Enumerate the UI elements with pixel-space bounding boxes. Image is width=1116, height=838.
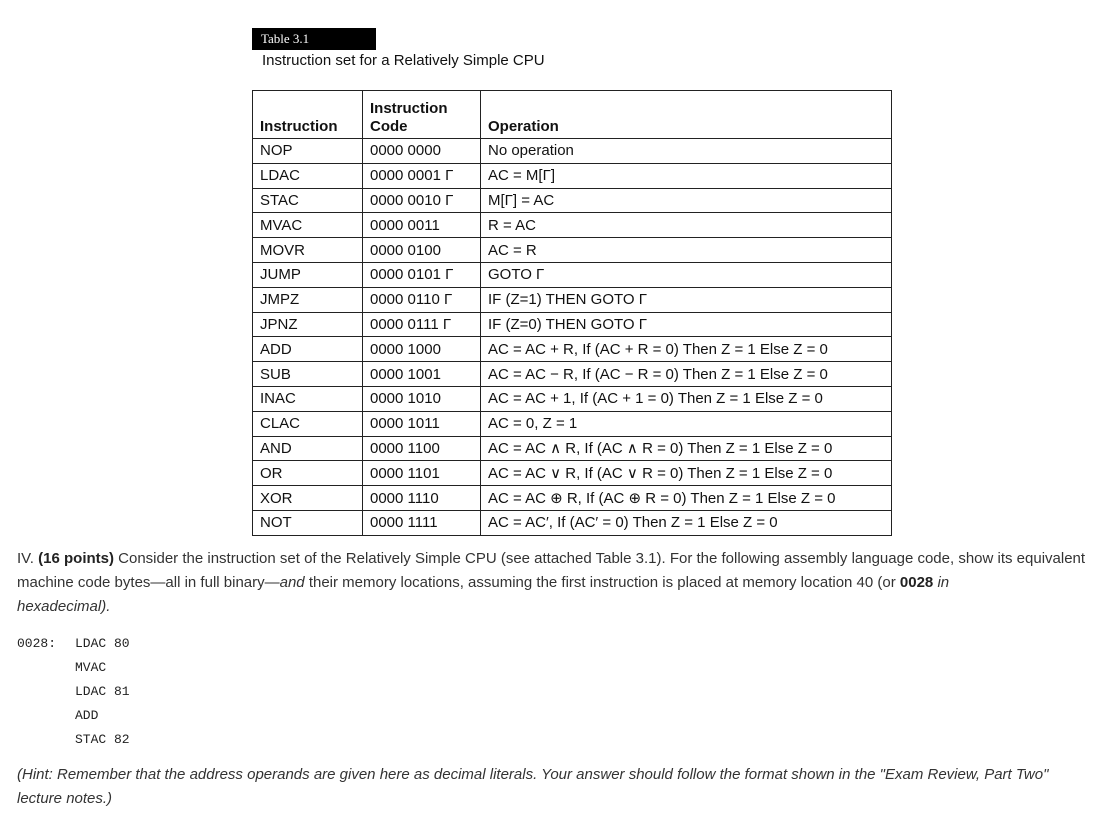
cell-operation: R = AC [481,213,892,238]
code-instruction: LDAC 81 [75,684,130,699]
question-and-word: and [279,574,305,591]
header-operation: Operation [481,91,892,139]
table-row [253,337,892,362]
cell-instruction-code: 0000 0000 [363,139,481,164]
cell-operation: AC = AC ⊕ R, If (AC ⊕ R = 0) Then Z = 1 Else Z = 0 [481,486,892,511]
table-header [253,91,892,139]
cell-operation: AC = AC ∧ R, If (AC ∧ R = 0) Then Z = 1 Else Z = 0 [481,436,892,461]
cell-operation: IF (Z=0) THEN GOTO Γ [481,312,892,337]
table-row [253,139,892,164]
cell-instruction-code: 0000 0010 Γ [363,188,481,213]
code-line [17,680,130,704]
instruction-set-table [252,90,892,536]
table-row [253,188,892,213]
question-text-3: hexadecimal). [17,598,111,615]
cell-operation: AC = R [481,238,892,263]
cell-instruction-code: 0000 1101 [363,461,481,486]
assembly-code-block [17,632,130,752]
cell-instruction-code: 0000 1100 [363,436,481,461]
table-row [253,486,892,511]
cell-instruction: NOT [253,510,363,535]
code-instruction: ADD [75,708,99,723]
code-line [17,632,130,656]
cell-instruction-code: 0000 1000 [363,337,481,362]
cell-operation: AC = 0, Z = 1 [481,411,892,436]
code-instruction: LDAC 80 [75,636,130,651]
code-instruction: MVAC [75,660,107,675]
cell-operation: IF (Z=1) THEN GOTO Γ [481,287,892,312]
cell-instruction-code: 0000 0001 Γ [363,163,481,188]
header-instruction: Instruction [253,91,363,139]
cell-instruction-code: 0000 0101 Γ [363,262,481,287]
table-row [253,238,892,263]
table-header-row [253,91,892,139]
table-row [253,436,892,461]
cell-instruction: STAC [253,188,363,213]
table-caption: Instruction set for a Relatively Simple CPU [262,52,545,69]
table-row [253,510,892,535]
table-row [253,163,892,188]
cell-instruction-code: 0000 1111 [363,510,481,535]
cell-operation: AC = AC + R, If (AC + R = 0) Then Z = 1 Else Z = 0 [481,337,892,362]
cell-instruction: JUMP [253,262,363,287]
table-row [253,262,892,287]
cell-instruction-code: 0000 0110 Γ [363,287,481,312]
cell-instruction: INAC [253,386,363,411]
cell-instruction-code: 0000 0100 [363,238,481,263]
cell-instruction: JPNZ [253,312,363,337]
cell-instruction: SUB [253,362,363,387]
header-code-line-1: Instruction [370,100,448,117]
cell-instruction: ADD [253,337,363,362]
question-text-1: Consider the instruction set of the Relatively Simple CPU (see attached Table 3.1). For the following assembly language code, show its equivalent machine code bytes—all in full binary— [17,550,1086,591]
table-row [253,213,892,238]
table-row [253,411,892,436]
table-row [253,362,892,387]
cell-instruction: XOR [253,486,363,511]
question-text-2: their memory locations, assuming the first instruction is placed at memory location 40 (or [304,574,900,591]
cell-instruction-code: 0000 0111 Γ [363,312,481,337]
table-row [253,287,892,312]
code-line [17,656,130,680]
cell-instruction: AND [253,436,363,461]
code-line [17,704,130,728]
cell-instruction-code: 0000 1010 [363,386,481,411]
header-instruction-code [363,91,481,139]
header-code-line-2: Code [370,118,408,135]
cell-operation: AC = AC + 1, If (AC + 1 = 0) Then Z = 1 Else Z = 0 [481,386,892,411]
cell-instruction: MVAC [253,213,363,238]
cell-operation: AC = AC ∨ R, If (AC ∨ R = 0) Then Z = 1 Else Z = 0 [481,461,892,486]
table-row [253,312,892,337]
question-hex-value: 0028 [899,574,934,591]
code-instruction: STAC 82 [75,732,130,747]
cell-instruction-code: 0000 1011 [363,411,481,436]
table-number-label: Table 3.1 [252,28,376,50]
cell-instruction-code: 0000 1110 [363,486,481,511]
table-row [253,386,892,411]
hint-text: (Hint: Remember that the address operands are given here as decimal literals. Your answer should follow the format shown in the "Exam Review, Part Two" lecture notes.) [17,766,1049,807]
cell-instruction: OR [253,461,363,486]
cell-instruction: CLAC [253,411,363,436]
cell-instruction-code: 0000 1001 [363,362,481,387]
question-prefix: IV. [17,550,39,567]
table-body [253,139,892,536]
cell-operation: AC = M[Γ] [481,163,892,188]
cell-operation: GOTO Γ [481,262,892,287]
cell-operation: AC = AC − R, If (AC − R = 0) Then Z = 1 Else Z = 0 [481,362,892,387]
cell-operation: No operation [481,139,892,164]
cell-operation: AC = AC′, If (AC′ = 0) Then Z = 1 Else Z = 0 [481,510,892,535]
table-row [253,461,892,486]
code-line [17,728,130,752]
cell-instruction-code: 0000 0011 [363,213,481,238]
cell-operation: M[Γ] = AC [481,188,892,213]
question-points: (16 points) [38,550,114,567]
cell-instruction: LDAC [253,163,363,188]
code-address: 0028: [17,636,57,651]
cell-instruction: JMPZ [253,287,363,312]
cell-instruction: NOP [253,139,363,164]
question-in-word: in [933,574,950,591]
question-text [17,547,1097,619]
cell-instruction: MOVR [253,238,363,263]
